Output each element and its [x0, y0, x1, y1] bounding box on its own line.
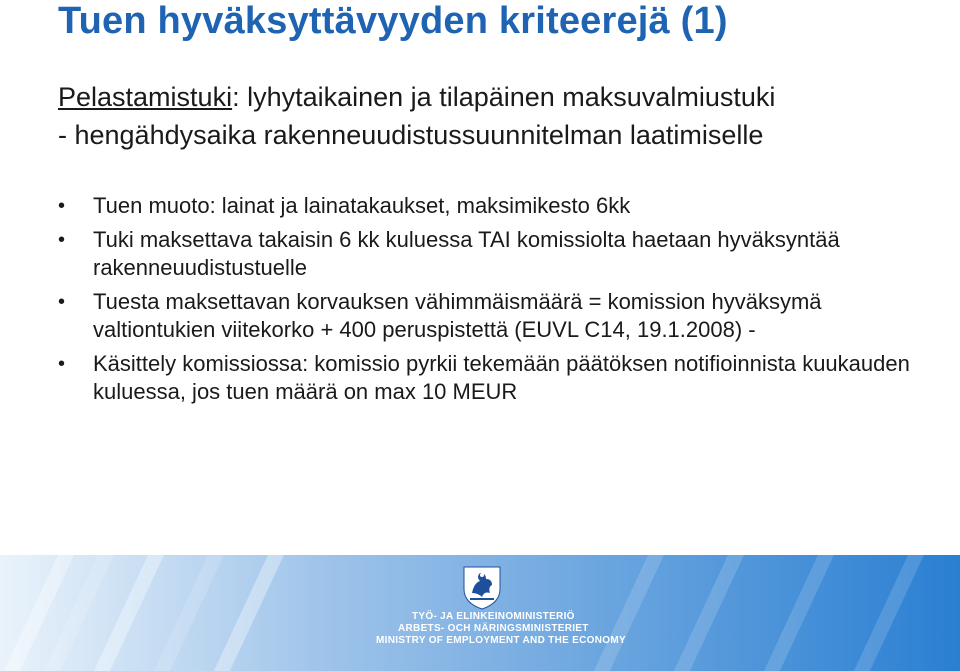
footer-stripe [653, 555, 762, 671]
bullet-icon: • [58, 353, 66, 375]
bullet-icon: • [58, 195, 66, 217]
intro-line-2: - hengähdysaika rakenneuudistussuunnitelman laatimiselle [58, 120, 764, 150]
footer-stripe [833, 555, 942, 671]
list-item [58, 226, 938, 282]
bullet-text: Tuki maksettava takaisin 6 kk kuluessa TAI komissiolta haetaan hyväksyntää rakenneuudistustuelle [93, 227, 840, 280]
bullet-text: Käsittely komissiossa: komissio pyrkii tekemään päätöksen notifioinnista kuukauden kuluessa, jos tuen määrä on max 10 MEUR [93, 351, 910, 404]
slide-title: Tuen hyväksyttävyyden kriteerejä (1) [58, 0, 728, 42]
list-item [58, 288, 938, 344]
bullet-icon: • [58, 291, 66, 313]
footer-stripe [743, 555, 852, 671]
intro-line-1-rest: : lyhytaikainen ja tilapäinen maksuvalmiustuki [232, 82, 776, 112]
intro-line-1 [58, 78, 775, 116]
list-item [58, 350, 938, 406]
criteria-list [58, 192, 938, 412]
intro-block [58, 78, 775, 154]
ministry-name-en: MINISTRY OF EMPLOYMENT AND THE ECONOMY [376, 635, 626, 646]
ministry-names [376, 611, 626, 647]
ministry-name-sv: ARBETS- OCH NÄRINGSMINISTERIET [398, 623, 589, 634]
ministry-lion-crest-icon [452, 561, 512, 611]
footer-banner [0, 555, 960, 671]
ministry-name-fi: TYÖ- JA ELINKEINOMINISTERIÖ [412, 611, 575, 622]
bullet-text: Tuesta maksettavan korvauksen vähimmäismäärä = komission hyväksymä valtiontukien viitekorko + 400 peruspistettä (EUVL C14, 19.1.2008) - [93, 289, 822, 342]
intro-term: Pelastamistuki [58, 82, 233, 112]
list-item [58, 192, 938, 220]
bullet-icon: • [58, 229, 66, 251]
bullet-text: Tuen muoto: lainat ja lainatakaukset, maksimikesto 6kk [93, 193, 631, 218]
